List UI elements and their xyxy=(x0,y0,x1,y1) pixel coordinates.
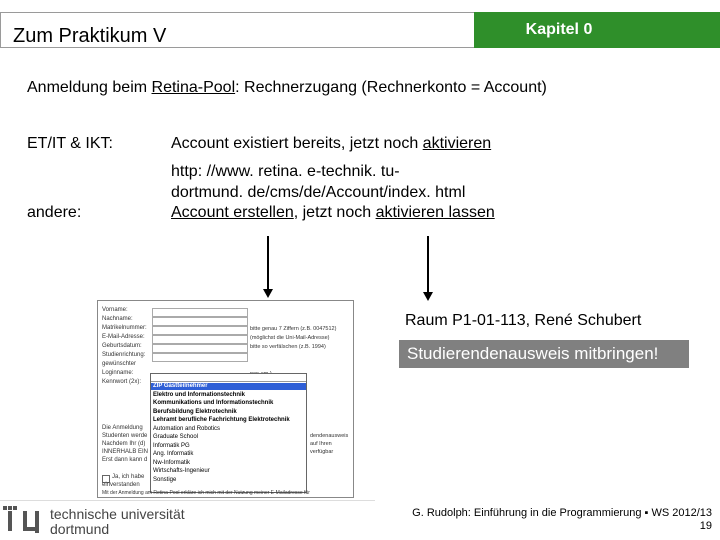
form-note-right: dendenausweis xyxy=(310,433,349,439)
page-number: 19 xyxy=(699,520,712,532)
aktivieren-link[interactable]: aktivieren xyxy=(422,135,492,152)
form-field-label: Studienrichtung: xyxy=(102,352,146,358)
chapter-label: Kapitel 0 xyxy=(525,21,593,38)
dropdown-option[interactable]: Sonstige xyxy=(153,476,177,483)
andere-text xyxy=(171,203,495,222)
dropdown-option[interactable]: Automation and Robotics xyxy=(153,425,221,432)
dropdown-option[interactable]: Ang. Informatik xyxy=(153,451,194,457)
form-note-right: verfügbar xyxy=(310,449,334,455)
form-field-input[interactable] xyxy=(152,326,248,335)
form-field-label: Nachname: xyxy=(102,316,133,322)
university-name-line2: dortmund xyxy=(50,521,110,537)
form-field-label: Matrikelnummer: xyxy=(102,325,147,331)
arrow-left-shaft xyxy=(267,236,269,291)
form-field-label: E-Mail-Adresse: xyxy=(102,334,145,340)
dropdown-option[interactable]: Lehramt berufliche Fachrichtung Elektrotechnik xyxy=(153,417,290,423)
form-field-label: Geburtsdatum: xyxy=(102,343,142,349)
form-note-left: Erst dann kann d xyxy=(102,457,148,463)
form-note-left: INNERHALB EIN xyxy=(102,449,149,455)
footer-credit xyxy=(412,507,712,533)
form-field-label: gewünschter xyxy=(102,361,137,367)
dropdown-selected-value[interactable] xyxy=(151,374,306,382)
studienrichtung-dropdown[interactable] xyxy=(150,373,307,493)
room-info: Raum P1-01-113, René Schubert xyxy=(405,312,642,329)
form-note-right: auf Ihren xyxy=(310,441,332,447)
dropdown-option[interactable]: Elektro und Informationstechnik xyxy=(153,391,246,398)
dropdown-option[interactable]: Graduate School xyxy=(153,434,199,440)
dropdown-option[interactable]: Kommunikations und Informationstechnik xyxy=(153,400,274,406)
slide-title: Zum Praktikum V xyxy=(13,25,167,47)
dropdown-option[interactable]: Nw-Informatik xyxy=(153,459,191,466)
form-note-left: Studenten werde xyxy=(102,433,148,439)
arrow-left-head xyxy=(263,289,273,298)
form-field-label: Kennwort (2x): xyxy=(102,379,142,385)
form-field-label: Vorname: xyxy=(102,307,128,313)
etit-text xyxy=(171,134,491,153)
dropdown-option[interactable]: Berufsbildung Elektrotechnik xyxy=(153,408,237,415)
dropdown-option[interactable]: Informatik PG xyxy=(153,442,190,449)
etit-prefix: Account existiert bereits, jetzt noch xyxy=(171,135,423,152)
aktivieren-lassen-link[interactable]: aktivieren lassen xyxy=(375,204,495,221)
tu-logo-icon xyxy=(3,503,45,539)
dropdown-option[interactable]: ZIP Gastteilnehmer xyxy=(151,383,306,390)
form-field-hint: bitte genau 7 Ziffern (z.B. 0047512) xyxy=(250,326,337,332)
andere-label: andere: xyxy=(27,204,82,221)
arrow-right-shaft xyxy=(427,236,429,294)
form-field-input[interactable] xyxy=(152,335,248,344)
intro-line xyxy=(27,78,547,97)
dropdown-option[interactable]: Wirtschafts-Ingenieur xyxy=(153,468,210,474)
intro-suffix: : Rechnerzugang (Rechnerkonto = Account) xyxy=(235,79,547,96)
form-field-input[interactable] xyxy=(152,344,248,353)
andere-mid: , jetzt noch xyxy=(293,204,376,221)
form-note-left: Die Anmeldung xyxy=(102,425,143,431)
intro-prefix: Anmeldung beim xyxy=(27,79,152,96)
university-name xyxy=(50,507,185,537)
university-name-line1: technische universität xyxy=(50,506,185,522)
form-field-hint: (möglichst die Uni-Mail-Adresse) xyxy=(250,335,330,341)
account-erstellen-link[interactable]: Account erstellen xyxy=(171,204,294,221)
agree-checkbox-sublabel: einverstanden xyxy=(102,482,140,488)
form-note-left: Nachdem Ihr (d) xyxy=(102,441,146,447)
form-field-hint: bitte so verfälschen (z.B. 1994) xyxy=(250,344,326,350)
arrow-right-head xyxy=(423,292,433,301)
registration-form-screenshot xyxy=(97,300,354,498)
form-field-input[interactable] xyxy=(152,317,248,326)
form-footer-note: Mit der Anmeldung am Retina-Pool erkläre ich mich mit der Nutzung meiner E-Mailadresse für xyxy=(102,490,310,496)
form-field-input[interactable] xyxy=(152,353,248,362)
account-url-line2[interactable]: dortmund. de/cms/de/Account/index. html xyxy=(171,184,466,201)
footer-divider xyxy=(0,500,375,501)
studierendenausweis-text: Studierendenausweis mitbringen! xyxy=(407,344,659,363)
agree-checkbox-label: Ja, ich habe xyxy=(112,474,145,480)
etit-label: ET/IT & IKT: xyxy=(27,135,113,152)
form-field-input[interactable] xyxy=(152,308,248,317)
account-url-line1[interactable]: http: //www. retina. e-technik. tu- xyxy=(171,163,400,180)
form-field-label: Loginname: xyxy=(102,370,134,376)
retina-pool-link[interactable]: Retina-Pool xyxy=(151,79,236,96)
footer-credit-line: G. Rudolph: Einführung in die Programmierung ▪ WS 2012/13 xyxy=(412,507,712,519)
